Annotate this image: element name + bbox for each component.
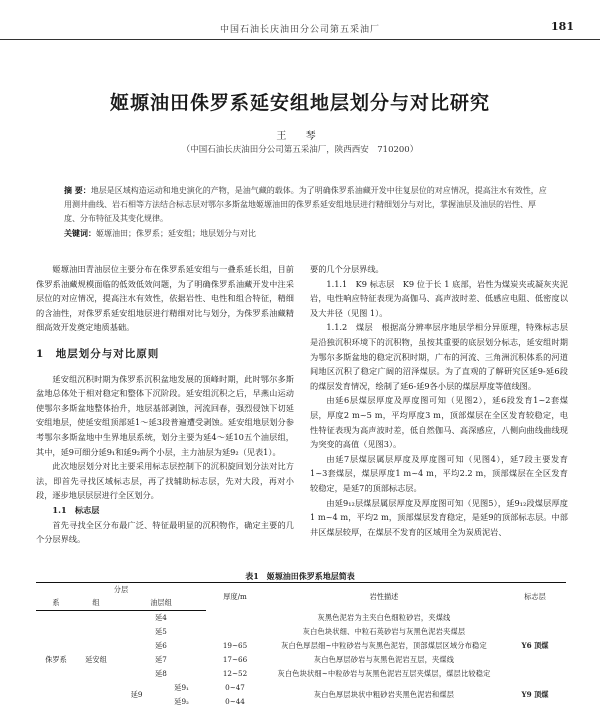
header-system: 系 — [36, 597, 76, 611]
paper-title: 姬塬油田侏罗系延安组地层划分与对比研究 — [109, 92, 490, 114]
paragraph-yan6: 由延6层煤层厚度及厚度图可知（见图2），延6段发育1~2套煤层，厚度2 m~5 m，平均厚度3 m，顶部煤层在全区发育较稳定，电性特征表现为高声波时差，低自然伽马、高深感应，八侧向曲线曲线现为突变的高值（见图3）。 — [310, 395, 568, 450]
cell-submember: 延9₁ — [174, 682, 189, 692]
cell-marker: Y6 顶煤 — [521, 640, 549, 650]
cell-thickness: 19~65 — [222, 641, 248, 650]
header-member: 油层组 — [116, 597, 206, 611]
cell-description: 灰白色厚层细~中粒砂岩与灰黑色泥岩，顶部煤层区域分布稳定 — [281, 640, 487, 650]
page-number: 181 — [551, 20, 574, 33]
cell-description: 灰黑色泥岩为主夹白色细粒砂岩，夹煤线 — [317, 612, 451, 622]
cell-member: 延8 — [155, 668, 167, 678]
header-description: 岩性描述 — [264, 583, 504, 611]
cell-member: 延5 — [155, 626, 167, 636]
intro-paragraph: 姬塬油田青油层位主要分布在侏罗系延安组与一叠系延长组，目前侏罗系油藏规模面临的低效低效问题，为了明确侏罗系油藏开发中注采层位的对应情况，提高注水有效性，依据岩性、电性和组合特征，精细的含油性，对侏罗系延安组地层进行精细对比与划分，为侏罗系油藏精细高效开发奠定地质基础。 — [36, 264, 294, 333]
cell-member: 延6 — [155, 640, 167, 650]
cell-system: 侏罗系 — [45, 654, 67, 664]
table-row — [36, 653, 566, 667]
table-row — [36, 625, 566, 639]
subsection-1-1-heading: 1.1 标志层 — [52, 504, 100, 515]
cell-description: 灰白色块状细、中粒石英砂岩与灰黑色泥岩夹煤层 — [302, 626, 466, 636]
cell-marker — [504, 611, 566, 625]
table-row — [36, 667, 566, 681]
cell-description: 灰白色厚层块状中粗砂岩夹黑色泥岩和煤层 — [313, 689, 455, 699]
cell-marker — [504, 667, 566, 681]
cell-thickness: 12~52 — [222, 669, 248, 678]
section-1-paragraph-1: 延安组沉积时期为侏罗系沉积盆地发展的顶峰时期，此时鄂尔多斯盆地总体处于相对稳定和整体下沉阶段。延安组沉积之后，早燕山运动使鄂尔多斯盆地整体抬升，地层基部剥蚀，河流回春，强烈侵蚀下切延安组地层，使延安组顶部延1～延3段普遍遭受剥蚀。延安组地层划分参考鄂尔多斯盆地中生界地层系统，划分主要为延4～延10五个油层组，其中，延9可细分延9₁和延9₂两个小层，主力油层为延9₂（见表1）。 — [36, 373, 294, 457]
header-group: 分层 — [36, 583, 206, 597]
journal-title: 中国石油长庆油田分公司第五采油厂 — [219, 25, 380, 35]
paragraph-yan7: 由延7层煤层属层厚度及厚度图可知（见图4），延7段主要发育1~3套煤层，煤层厚度1 m~4 m，平均2.2 m，顶部煤层在全区发育较稳定，是延7的顶部标志层。 — [310, 453, 568, 493]
left-column — [36, 262, 294, 547]
header-formation: 组 — [76, 597, 116, 611]
table-row — [36, 681, 566, 695]
cell-thickness — [206, 611, 264, 625]
abstract — [64, 183, 550, 241]
running-header — [0, 18, 600, 40]
section-1-paragraph-2: 此次地层划分对比主要采用标志层控制下的沉积旋回划分法对比方法，即首先寻找区域标志层，再了找辅助标志层，先对大段，再对小段，逐步地层层层进行全区划分。 — [36, 461, 294, 501]
keywords-text: 姬塬油田；侏罗系；延安组；地层划分与对比 — [96, 229, 256, 238]
subsection-1-1-text: 首先寻找全区分布最广泛、特征最明显的沉积物作，确定主要的几个分层界线。 — [36, 519, 294, 545]
cell-thickness: 0~47 — [225, 683, 245, 692]
right-column — [310, 262, 568, 539]
cell-marker: Y9 顶煤 — [521, 689, 549, 699]
cell-member: 延9 — [130, 689, 143, 699]
table-row — [36, 639, 566, 653]
cell-thickness: 0~44 — [225, 697, 245, 706]
cell-marker — [504, 653, 566, 667]
table-row — [36, 611, 566, 625]
cell-member: 延7 — [155, 654, 167, 664]
abstract-label: 摘 要： — [64, 185, 91, 195]
cell-description: 灰白色厚层砂岩与灰黑色泥岩互层，夹煤线 — [313, 654, 455, 664]
affiliation: （中国石油长庆油田分公司第五采油厂，陕西西安 710200） — [181, 145, 419, 155]
header-thickness: 厚度/m — [206, 583, 264, 611]
cell-thickness: 17~66 — [222, 655, 248, 664]
section-1-heading: 1 地层划分与对比原则 — [36, 347, 160, 360]
subsection-1-1-2: 1.1.2 煤层 根据高分辨率层序地层学相分异原理，特殊标志层是沿独沉积环境下的沉积物，虽按其重要的底层划分标志，延安组时期为鄂尔多斯盆地的稳定沉积时期，广布的河流、三角洲沉积体系的河道间地区沉积了稳定广阔的沼泽煤层。为了直观的了解研究区延9-延6段的煤层发育情况，绘制了延6-延9各小层的煤层厚度等值线图。 — [310, 322, 568, 391]
keywords — [64, 226, 550, 241]
right-continuation: 要的几个分层界线。 — [310, 264, 384, 274]
paragraph-yan9: 由延9₁₂层煤层属层厚度及厚度图可知（见图5），延9₁₂段煤层厚度1 m~4 m，平均2 m，顶部煤层发育稳定，是延9的顶部标志层。中部井区煤层较厚，在煤层不发育的区域用全为炭质泥岩、 — [310, 497, 568, 537]
cell-member: 延4 — [155, 612, 167, 622]
author: 王 琴 — [276, 131, 324, 142]
cell-formation: 延安组 — [85, 654, 107, 664]
table-caption: 表1 姬塬油田侏罗系地层简表 — [245, 571, 355, 581]
cell-thickness — [206, 625, 264, 639]
cell-marker — [504, 625, 566, 639]
cell-submember: 延9₂ — [174, 696, 189, 706]
subsection-1-1-1: 1.1.1 K9 标志层 K9 位于长 1 底部，岩性为煤炭夹或凝灰夹泥岩，电性响应特征表现为高伽马、高声波时差、低感应电阻、低密度以及大井径（见图 1）。 — [310, 278, 568, 318]
stratigraphy-table — [36, 582, 566, 709]
abstract-body — [64, 183, 550, 226]
header-marker: 标志层 — [504, 583, 566, 611]
cell-description: 灰白色块状细~中粒砂岩与灰黑色泥岩互层夹煤层，煤层比较稳定 — [277, 668, 491, 678]
keywords-label: 关键词： — [64, 228, 96, 238]
abstract-text: 地层是区域构造运动和地史演化的产物，是油气藏的载体。为了明确侏罗系油藏开发中往复层位的对应情况，提高注水有效性，应用测井曲线、岩石相等方法结合标志层对鄂尔多斯盆地姬塬油田的侏罗系延安组地层进行精细划分与对比，掌握油层及油层的岩性、厚度、分布特征及其变化规律。 — [64, 186, 547, 223]
